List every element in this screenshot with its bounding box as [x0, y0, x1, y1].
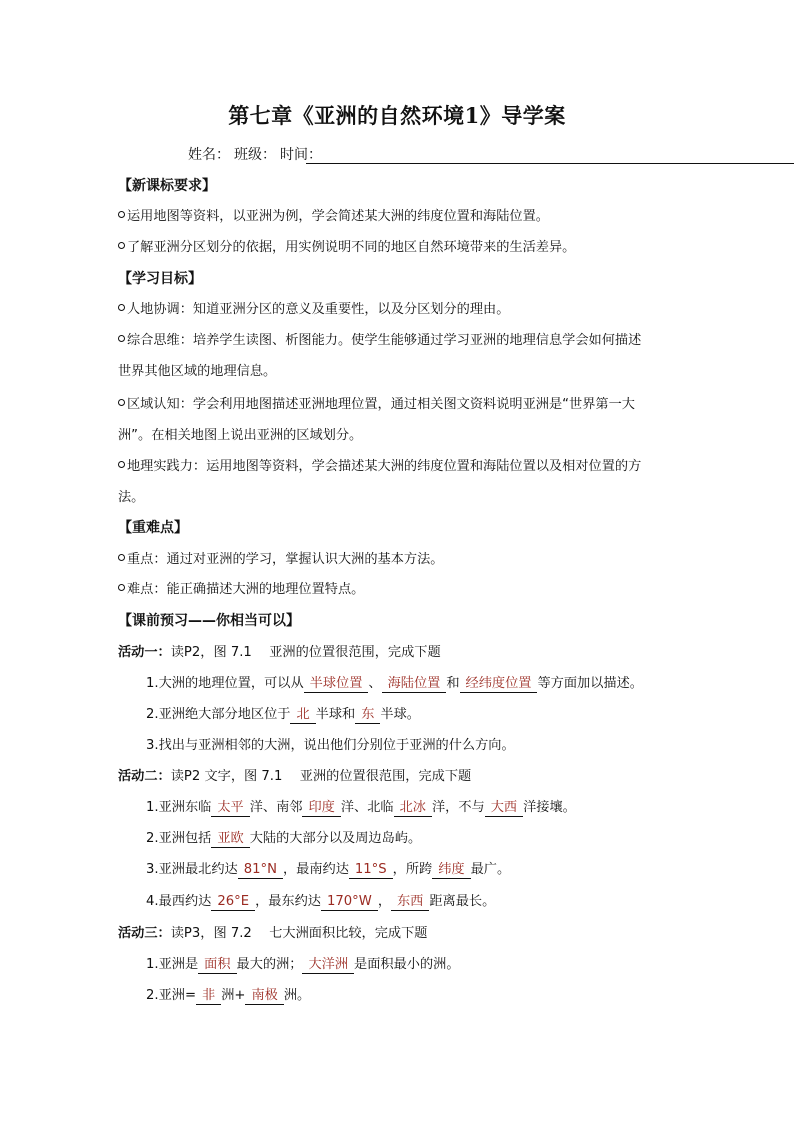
bullet-icon [118, 211, 125, 218]
goal-item: 综合思维：培养学生读图、析图能力。使学生能够通过学习亚洲的地理信息学会如何描述 [118, 331, 688, 351]
key-point-item: 难点：能正确描述大洲的地理位置特点。 [118, 580, 688, 600]
goal-item-continued: 法。 [118, 490, 145, 505]
curriculum-item: 运用地图等资料，以亚洲为例，学会简述某大洲的纬度位置和海陆位置。 [118, 207, 688, 227]
answer-blank[interactable]: 印度 [302, 799, 340, 817]
preview-heading: 【课前预习——你相当可以】 [118, 613, 300, 629]
goal-item-continued: 世界其他区域的地理信息。 [118, 364, 277, 379]
answer-blank[interactable]: 太平 [211, 799, 249, 817]
answer-blank[interactable]: 大洋洲 [302, 956, 354, 974]
time-label: 时间： [280, 147, 322, 163]
activity-2-question-4: 4.最西约达 26°E ，最东约达 170°W ， 东西 距离最长。 [146, 894, 496, 909]
activity-3-question-1: 1.亚洲是 面积 最大的洲； 大洋洲 是面积最小的洲。 [146, 957, 460, 972]
curriculum-heading: 【新课标要求】 [118, 178, 216, 194]
document-title: 第七章《亚洲的自然环境1》导学案 [228, 103, 566, 128]
class-label: 班级： [234, 147, 276, 163]
bullet-icon [118, 304, 125, 311]
goal-item: 人地协调：知道亚洲分区的意义及重要性，以及分区划分的理由。 [118, 300, 688, 320]
answer-blank[interactable]: 北 [290, 706, 315, 724]
goal-item: 区域认知：学会利用地图描述亚洲地理位置，通过相关图文资料说明亚洲是“世界第一大 [118, 395, 688, 415]
goals-heading: 【学习目标】 [118, 271, 202, 287]
activity-1-question-3: 3.找出与亚洲相邻的大洲，说出他们分别位于亚洲的什么方向。 [146, 738, 515, 753]
bullet-icon [118, 242, 125, 249]
activity-3-question-2: 2.亚洲= 非 洲+ 南极 洲。 [146, 988, 311, 1003]
name-label: 姓名： [188, 147, 230, 163]
activity-1-header [118, 643, 688, 663]
answer-blank[interactable]: 海陆位置 [382, 675, 447, 693]
activity-1-title: 活动一： [118, 645, 171, 660]
activity-3-title: 活动三： [118, 926, 171, 941]
activity-3-desc: 读P3，图 7.2 七大洲面积比较，完成下题 [170, 926, 428, 941]
answer-blank[interactable]: 经纬度位置 [460, 675, 538, 693]
key-point-item: 重点：通过对亚洲的学习，掌握认识大洲的基本方法。 [118, 550, 688, 570]
answer-blank[interactable]: 东西 [391, 893, 429, 911]
activity-3-header [118, 924, 688, 944]
activity-2-question-1: 1.亚洲东临 太平 洋、南邻 印度 洋、北临 北冰 洋，不与 大西 洋接壤。 [146, 800, 576, 815]
answer-blank[interactable]: 11°S [349, 861, 393, 879]
answer-blank[interactable]: 南极 [245, 987, 283, 1005]
activity-1-question-1: 1.大洲的地理位置，可以从 半球位置 、 海陆位置 和 经纬度位置 等方面加以描述。 [146, 676, 643, 691]
bullet-icon [118, 584, 125, 591]
goal-item: 地理实践力：运用地图等资料，学会描述某大洲的纬度位置和海陆位置以及相对位置的方 [118, 457, 688, 477]
bullet-icon [118, 461, 125, 468]
activity-2-desc: 读P2 文字，图 7.1 亚洲的位置很范围，完成下题 [170, 769, 472, 784]
answer-blank[interactable]: 纬度 [432, 861, 470, 879]
activity-2-title: 活动二： [118, 769, 171, 784]
answer-blank[interactable]: 半球位置 [304, 675, 369, 693]
key-points-heading: 【重难点】 [118, 520, 188, 536]
answer-blank[interactable]: 非 [196, 987, 221, 1005]
activity-1-desc: 读P2，图 7.1 亚洲的位置很范围，完成下题 [170, 645, 441, 660]
student-info-row [188, 144, 326, 164]
answer-blank[interactable]: 81°N [238, 861, 283, 879]
bullet-icon [118, 399, 125, 406]
activity-2-question-2: 2.亚洲包括 亚欧 大陆的大部分以及周边岛屿。 [146, 831, 422, 846]
activity-2-header [118, 767, 688, 787]
answer-blank[interactable]: 26°E [211, 893, 255, 911]
activity-2-question-3: 3.亚洲最北约达 81°N ，最南约达 11°S ，所跨 纬度 最广。 [146, 862, 511, 877]
curriculum-item: 了解亚洲分区划分的依据，用实例说明不同的地区自然环境带来的生活差异。 [118, 238, 688, 258]
answer-blank[interactable]: 170°W [321, 893, 378, 911]
answer-blank[interactable]: 面积 [198, 956, 236, 974]
time-blank[interactable] [306, 147, 794, 164]
answer-blank[interactable]: 亚欧 [211, 830, 249, 848]
answer-blank[interactable]: 大西 [485, 799, 523, 817]
goal-item-continued: 洲”。在相关地图上说出亚洲的区域划分。 [118, 428, 363, 443]
bullet-icon [118, 335, 125, 342]
answer-blank[interactable]: 北冰 [394, 799, 432, 817]
activity-1-question-2: 2.亚洲绝大部分地区位于 北 半球和 东 半球。 [146, 707, 420, 722]
bullet-icon [118, 554, 125, 561]
answer-blank[interactable]: 东 [355, 706, 380, 724]
